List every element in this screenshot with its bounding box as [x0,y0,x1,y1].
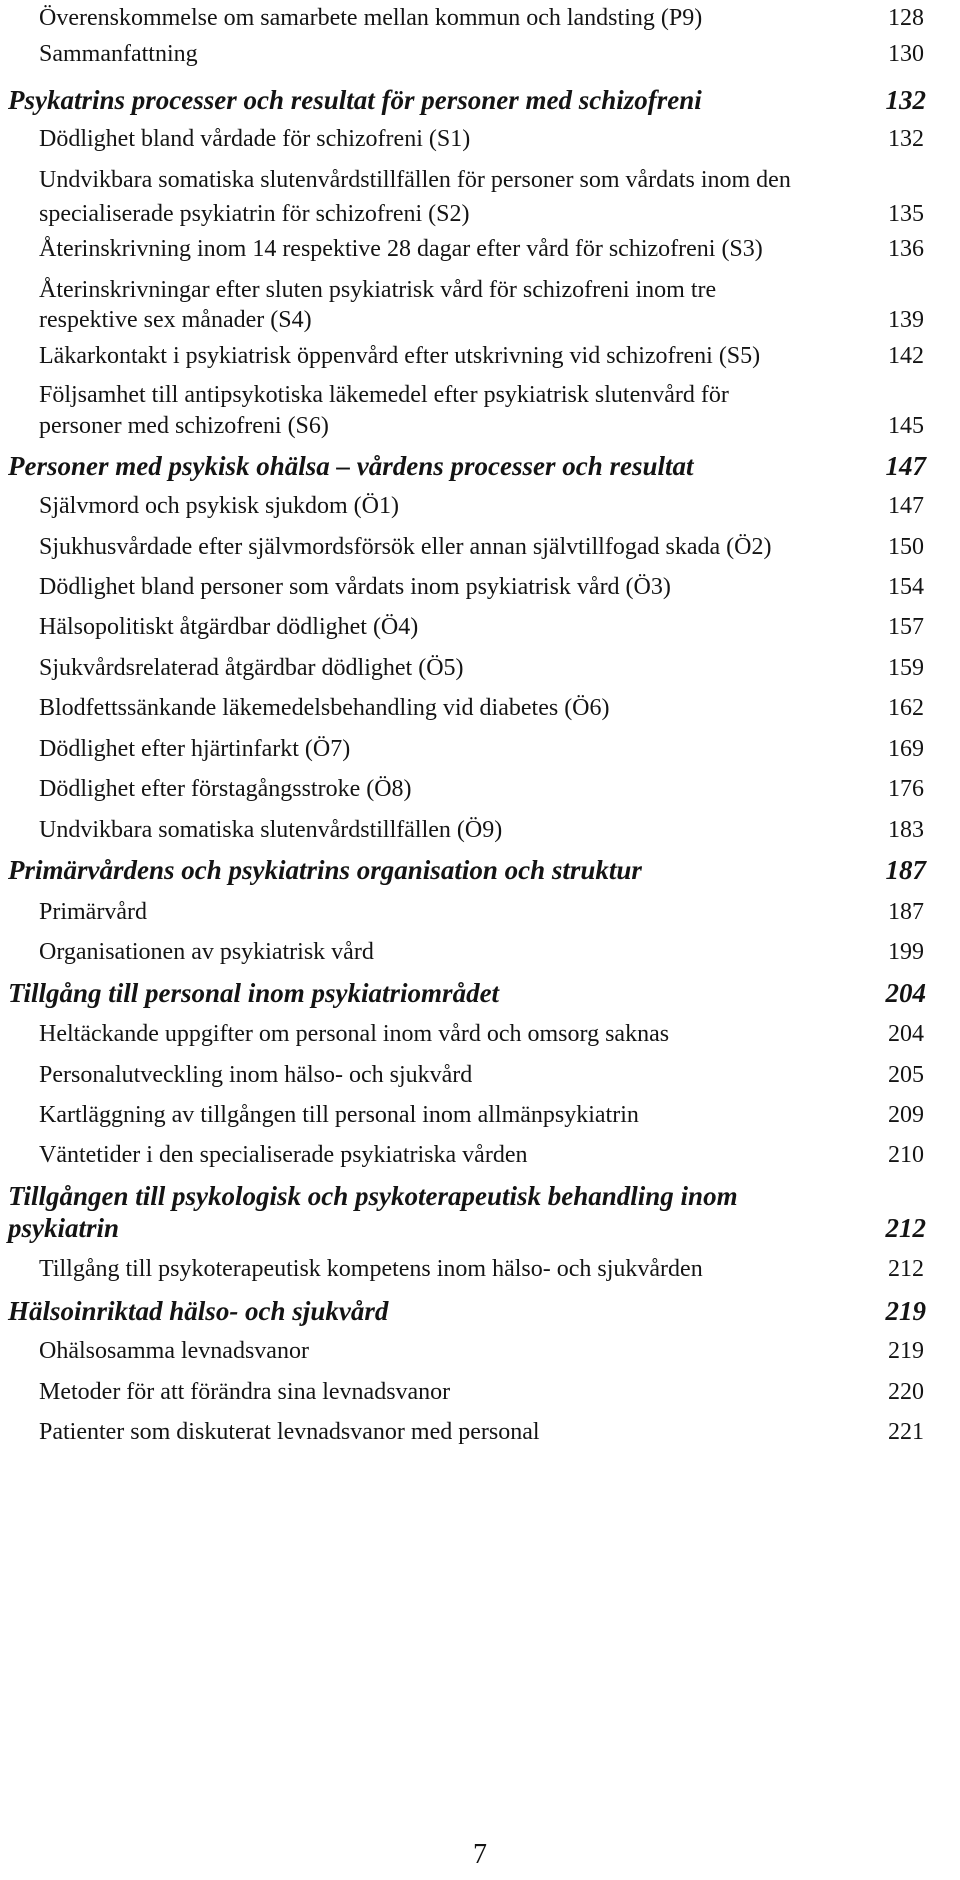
toc-entry-page: 219 [888,1338,924,1364]
toc-entry-page: 159 [888,655,924,681]
toc-entry-title: Patienter som diskuterat levnadsvanor med personal [39,1419,540,1445]
toc-entry-title: Hälsopolitiskt åtgärdbar dödlighet (Ö4) [39,614,419,640]
toc-entry-page: 183 [888,817,924,843]
toc-entry-page: 204 [888,1021,924,1047]
toc-entry-page: 221 [888,1419,924,1445]
toc-entry-title: Undvikbara somatiska slutenvårdstillfällen (Ö9) [39,817,503,843]
toc-entry-title: Personer med psykisk ohälsa – vårdens processer och resultat [8,451,694,481]
toc-entry-page: 162 [888,695,924,721]
toc-entry-page: 212 [885,1213,926,1243]
toc-entry-title: Undvikbara somatiska slutenvårdstillfällen för personer som vårdats inom den [39,167,791,193]
toc-entry-page: 132 [888,126,924,152]
toc-entry-title: Hälsoinriktad hälso- och sjukvård [8,1296,389,1326]
toc-entry-page: 128 [888,5,924,31]
toc-entry-title: Tillgång till psykoterapeutisk kompetens inom hälso- och sjukvården [39,1256,703,1282]
toc-entry-page: 142 [888,343,924,369]
toc-entry-title-continued: psykiatrin [8,1213,120,1243]
toc-entry-page: 135 [888,201,924,227]
toc-entry-page: 209 [888,1102,924,1128]
toc-entry-page: 169 [888,736,924,762]
toc-entry-page: 150 [888,534,924,560]
toc-entry-title-continued: specialiserade psykiatrin för schizofreni (S2) [39,201,470,227]
toc-entry-page: 136 [888,236,924,262]
toc-entry-title: Väntetider i den specialiserade psykiatriska vården [39,1142,528,1168]
toc-entry-title: Överenskommelse om samarbete mellan kommun och landsting (P9) [39,5,703,31]
toc-entry-title: Primärvårdens och psykiatrins organisation och struktur [8,855,642,885]
toc-entry-page: 157 [888,614,924,640]
toc-entry-page: 205 [888,1062,924,1088]
toc-entry-title: Ohälsosamma levnadsvanor [39,1338,309,1364]
toc-entry-title: Primärvård [39,899,147,925]
toc-entry-title: Psykatrins processer och resultat för personer med schizofreni [8,85,702,115]
toc-entry-title: Dödlighet efter hjärtinfarkt (Ö7) [39,736,351,762]
toc-entry-title: Dödlighet efter förstagångsstroke (Ö8) [39,776,412,802]
toc-entry-page: 219 [885,1296,926,1326]
toc-entry-title: Sammanfattning [39,41,198,67]
toc-entry-title: Återinskrivningar efter sluten psykiatrisk vård för schizofreni inom tre [39,277,717,303]
toc-entry-title: Dödlighet bland personer som vårdats inom psykiatrisk vård (Ö3) [39,574,671,600]
toc-entry-page: 176 [888,776,924,802]
toc-entry-page: 220 [888,1379,924,1405]
toc-entry-title: Heltäckande uppgifter om personal inom vård och omsorg saknas [39,1021,670,1047]
toc-entry-title: Tillgång till personal inom psykiatriområdet [8,978,500,1008]
toc-entry-page: 212 [888,1256,924,1282]
toc-entry-page: 147 [888,493,924,519]
toc-entry-page: 187 [888,899,924,925]
toc-entry-title: Självmord och psykisk sjukdom (Ö1) [39,493,399,519]
toc-entry-title: Sjukvårdsrelaterad åtgärdbar dödlighet (Ö5) [39,655,464,681]
toc-entry-page: 147 [885,451,926,481]
toc-entry-title: Kartläggning av tillgången till personal inom allmänpsykiatrin [39,1102,639,1128]
toc-entry-page: 204 [885,978,926,1008]
toc-entry-title: Blodfettssänkande läkemedelsbehandling vid diabetes (Ö6) [39,695,610,721]
toc-entry-page: 199 [888,939,924,965]
toc-entry-title: Följsamhet till antipsykotiska läkemedel efter psykiatrisk slutenvård för [39,382,729,408]
toc-entry-page: 210 [888,1142,924,1168]
toc-entry-title: Personalutveckling inom hälso- och sjukvård [39,1062,473,1088]
toc-entry-page: 132 [885,85,926,115]
toc-entry-page: 130 [888,41,924,67]
toc-entry-page: 139 [888,307,924,333]
page-number: 7 [473,1839,487,1870]
toc-entry-title: Sjukhusvårdade efter självmordsförsök eller annan självtillfogad skada (Ö2) [39,534,772,560]
toc-entry-page: 187 [885,855,926,885]
toc-entry-title: Dödlighet bland vårdade för schizofreni (S1) [39,126,471,152]
toc-entry-title: Tillgången till psykologisk och psykoterapeutisk behandling inom [8,1181,738,1211]
toc-entry-title: Läkarkontakt i psykiatrisk öppenvård efter utskrivning vid schizofreni (S5) [39,343,761,369]
toc-entry-title: Återinskrivning inom 14 respektive 28 dagar efter vård för schizofreni (S3) [39,236,763,262]
toc-entry-title: Metoder för att förändra sina levnadsvanor [39,1379,451,1405]
toc-entry-page: 145 [888,413,924,439]
toc-entry-title-continued: personer med schizofreni (S6) [39,413,329,439]
toc-entry-title: Organisationen av psykiatrisk vård [39,939,374,965]
toc-entry-page: 154 [888,574,924,600]
toc-entry-title-continued: respektive sex månader (S4) [39,307,312,333]
